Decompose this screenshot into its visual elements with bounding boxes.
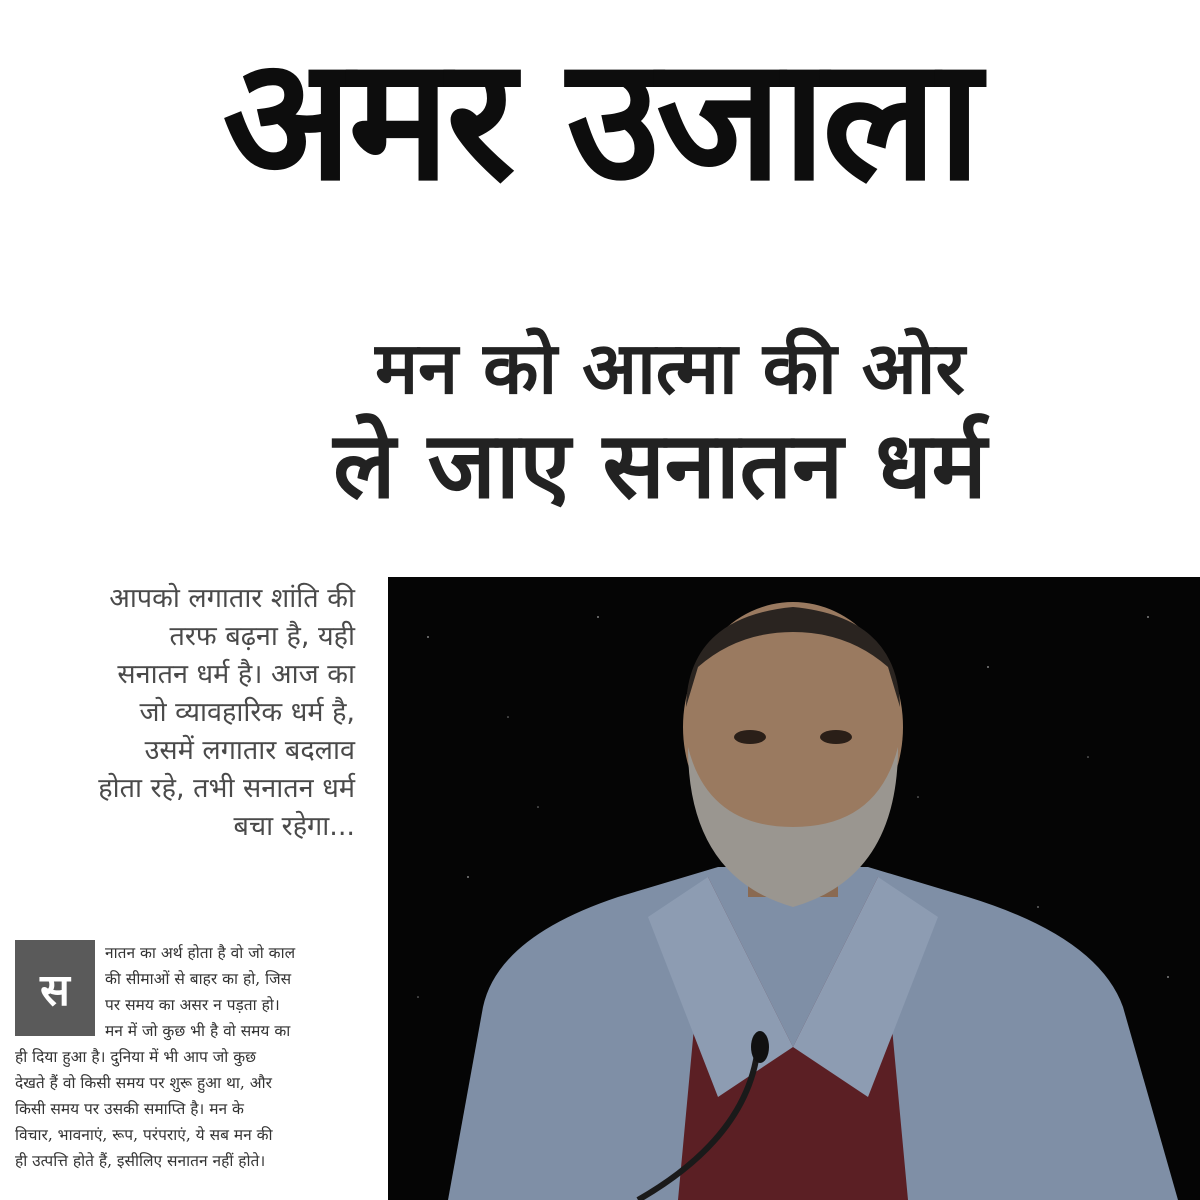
newspaper-masthead xyxy=(0,0,1200,260)
headline-line-1: मन को आत्मा की ओर xyxy=(375,326,965,410)
pull-quote xyxy=(20,580,355,846)
pull-quote-line: जो व्यावहारिक धर्म है, xyxy=(139,697,355,728)
article-line: की सीमाओं से बाहर का हो, जिस xyxy=(105,970,292,988)
pull-quote-line: उसमें लगातार बदलाव xyxy=(144,735,355,766)
article-headline xyxy=(0,325,1200,522)
pull-quote-line: सनातन धर्म है। आज का xyxy=(117,659,355,690)
article-line: विचार, भावनाएं, रूप, परंपराएं, ये सब मन की xyxy=(15,1126,273,1144)
headline-line-2: ले जाए सनातन धर्म xyxy=(333,412,987,520)
pull-quote-line: आपको लगातार शांति की xyxy=(109,583,355,614)
article-line: नातन का अर्थ होता है वो जो काल xyxy=(105,944,296,962)
pull-quote-line: बचा रहेगा... xyxy=(233,811,355,842)
speaker-portrait-icon xyxy=(388,577,1200,1200)
article-line: किसी समय पर उसकी समाप्ति है। मन के xyxy=(15,1100,244,1118)
drop-cap: स xyxy=(15,940,95,1036)
speaker-photo xyxy=(388,577,1200,1200)
article-line: देखते हैं वो किसी समय पर शुरू हुआ था, और xyxy=(15,1074,272,1092)
pull-quote-line: तरफ बढ़ना है, यही xyxy=(169,621,355,652)
article-line: पर समय का असर न पड़ता हो। xyxy=(105,996,280,1014)
pull-quote-line: होता रहे, तभी सनातन धर्म xyxy=(98,773,355,804)
article-line: मन में जो कुछ भी है वो समय का xyxy=(105,1022,291,1040)
article-line: ही दिया हुआ है। दुनिया में भी आप जो कुछ xyxy=(15,1048,256,1066)
article-line: ही उत्पत्ति होते हैं, इसीलिए सनातन नहीं होते। xyxy=(15,1152,266,1170)
masthead-title: अमर उजाला xyxy=(222,21,978,219)
article-body xyxy=(15,940,360,1174)
